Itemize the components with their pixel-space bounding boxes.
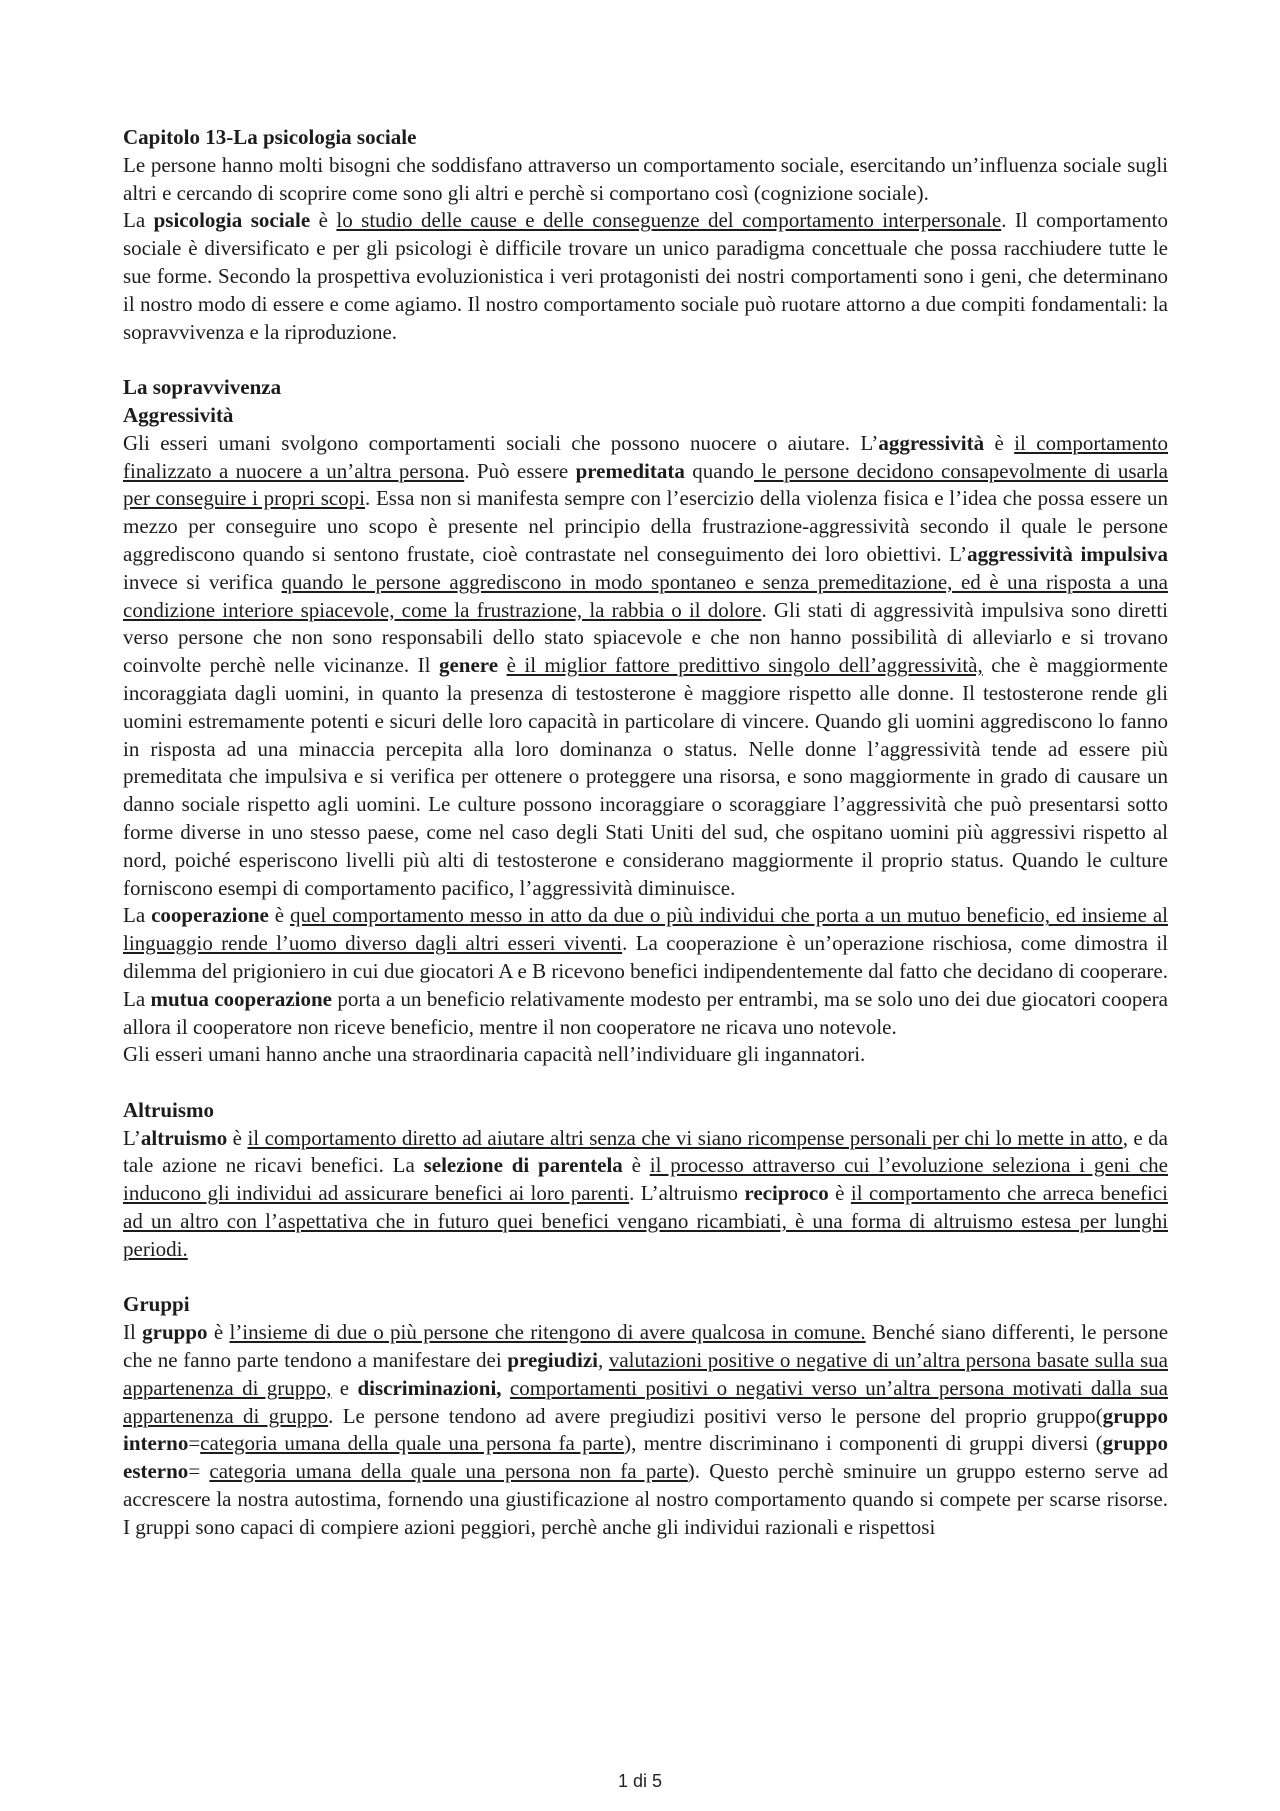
deceivers-paragraph: Gli esseri umani hanno anche una straordinaria capacità nell’individuare gli ingannatori. [123,1042,866,1067]
definition-paragraph: La psicologia sociale è lo studio delle cause e delle conseguenze del comportamento interpersonale. Il comportamento sociale è diversificato e per gli psicologi è difficile trovare un unico paradigma concettuale che possa racchiudere tutte le sue forme. Secondo la prospettiva evoluzionistica i veri protagonisti dei nostri comportamenti sono i geni, che determinano il nostro modo di essere e come agiamo. Il nostro comportamento sociale può ruotare attorno a due compiti fondamentali: la sopravvivenza e la riproduzione. [123,208,1168,344]
section-title-survival: La sopravvivenza [123,375,282,400]
page-number: 1 di 5 [617,1771,663,1791]
cooperation-paragraph: La cooperazione è quel comportamento messo in atto da due o più individui che porta a un mutuo beneficio, ed insieme al linguaggio rende l’uomo diverso dagli altri esseri viventi. La cooperazione è un’operazione rischiosa, come dimostra il dilemma del prigioniero in cui due giocatori A e B ricevono benefici indipendentemente dal fatto che decidano di cooperare. La mutua cooperazione porta a un beneficio relativamente modesto per entrambi, ma se solo uno dei due giocatori coopera allora il cooperatore non riceve beneficio, mentre il non cooperatore ne ricava uno notevole. [123,903,1168,1039]
intro-paragraph: Le persone hanno molti bisogni che soddisfano attraverso un comportamento sociale, esercitando un’influenza sociale sugli altri e cercando di scoprire come sono gli altri e perchè si comportano così (cognizione sociale). [123,152,1168,205]
chapter-title: Capitolo 13-La psicologia sociale [123,125,417,149]
aggression-paragraph: Gli esseri umani svolgono comportamenti sociali che possono nuocere o aiutare. L’aggressività è il comportamento finalizzato a nuocere a un’altra persona. Può essere premeditata quando le persone decidono consapevolmente di usarla per conseguire i propri scopi. Essa non si manifesta sempre con l’esercizio della violenza fisica e l’idea che possa essere un mezzo per conseguire uno scopo è presente nel principio della frustrazione-aggressività secondo il quale le persone aggrediscono quando si sentono frustate, cioè contrastate nel conseguimento dei loro obiettivi. L’aggressività impulsiva invece si verifica quando le persone aggrediscono in modo spontaneo e senza premeditazione, ed è una risposta a una condizione interiore spiacevole, come la frustrazione, la rabbia o il dolore. Gli stati di aggressività impulsiva sono diretti verso persone che non sono responsabili dello stato spiacevole e che non hanno possibilità di alleviarlo e si trovano coinvolte perchè nelle vicinanze. Il genere è il miglior fattore predittivo singolo dell’aggressività, che è maggiormente incoraggiata dagli uomini, in quanto la presenza di testosterone è maggiore rispetto alle donne. Il testosterone rende gli uomini estremamente potenti e sicuri delle loro capacità in particolare di vincere. Quando gli uomini aggrediscono lo fanno in risposta ad una minaccia percepita alla loro dominanza o status. Nelle donne l’aggressività tende ad essere più premeditata che impulsiva e si verifica per ottenere o proteggere una risorsa, e sono maggiormente in grado di causare un danno sociale rispetto agli uomini. Le culture possono incoraggiare o scoraggiare l’aggressività che può presentarsi sotto forme diverse in uno stesso paese, come nel caso degli Stati Uniti del sud, che ospitano uomini più aggressivi rispetto al nord, poiché esperiscono livelli più alti di testosterone e considerano maggiormente il proprio status. Quando le culture forniscono esempi di comportamento pacifico, l’aggressività diminuisce. [123,430,1168,900]
altruism-paragraph: L’altruismo è il comportamento diretto ad aiutare altri senza che vi siano ricompense personali per chi lo mette in atto, e da tale azione ne ricavi benefici. La selezione di parentela è il processo attraverso cui l’evoluzione seleziona i geni che inducono gli individui ad assicurare benefici ai loro parenti. L’altruismo reciproco è il comportamento che arreca benefici ad un altro con l’aspettativa che in futuro quei benefici vengano ricambiati, è una forma di altruismo estesa per lunghi periodi. [123,1125,1168,1261]
subsection-title-aggression: Aggressività [123,402,234,427]
section-title-groups: Gruppi [123,1292,190,1317]
groups-paragraph: Il gruppo è l’insieme di due o più persone che ritengono di avere qualcosa in comune. Benché siano differenti, le persone che ne fanno parte tendono a manifestare dei pregiudizi, valutazioni positive o negative di un’altra persona basate sulla sua appartenenza di gruppo, e discriminazioni, comportamenti positivi o negativi verso un’altra persona motivati dalla sua appartenenza di gruppo. Le persone tendono ad avere pregiudizi positivi verso le persone del proprio gruppo(gruppo interno=categoria umana della quale una persona fa parte), mentre discriminano i componenti di gruppi diversi (gruppo esterno= categoria umana della quale una persona non fa parte). Questo perchè sminuire un gruppo esterno serve ad accrescere la nostra autostima, fornendo una giustificazione al nostro comportamento quando si compete per scarse risorse. I gruppi sono capaci di compiere azioni peggiori, perchè anche gli individui razionali e rispettosi [123,1320,1169,1539]
document-page [123,124,1168,1542]
section-title-altruism: Altruismo [123,1097,214,1122]
